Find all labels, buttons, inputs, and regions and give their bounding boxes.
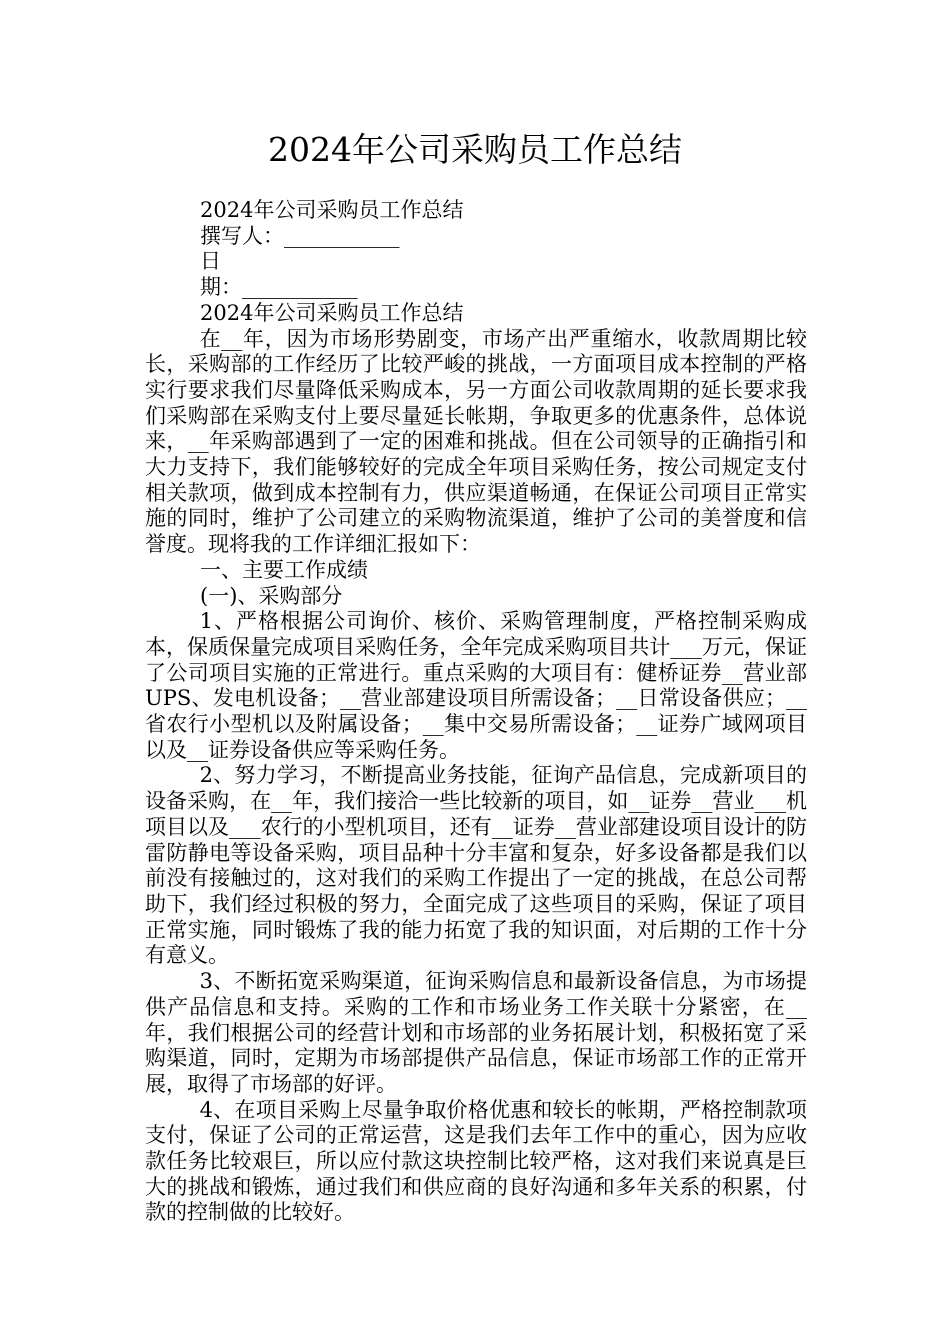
document-title: 2024年公司采购员工作总结 [268,130,682,169]
item-1-paragraph: 1、严格根据公司询价、核价、采购管理制度，严格控制采购成本，保质保量完成项目采购任务，全年完成采购项目共计___万元，保证了公司项目实施的正常进行。重点采购的大项目有：健桥证券__营业部UPS、发电机设备；__营业部建设项目所需设备；__日常设备供应；__省农行小型机以及附属设备；__集中交易所需设备；__证券广域网项目以及__证券设备供应等采购任务。 [145,609,807,762]
date-line-1: 日 [200,249,221,274]
item-4-paragraph: 4、在项目采购上尽量争取价格优惠和较长的帐期，严格控制款项支付，保证了公司的正常运营，这是我们去年工作中的重心，因为应收款任务比较艰巨，所以应付款这块控制比较严格，这对我们来说真是巨大的挑战和锻炼，通过我们和供应商的良好沟通和多年关系的积累，付款的控制做的比较好。 [145,1097,807,1225]
subtitle-2: 2024年公司采购员工作总结 [200,300,464,325]
intro-paragraph: 在__年，因为市场形势剧变，市场产出严重缩水，收款周期比较长，采购部的工作经历了比较严峻的挑战，一方面项目成本控制的严格实行要求我们尽量降低采购成本，另一方面公司收款周期的延长要求我们采购部在采购支付上要尽量延长帐期，争取更多的优惠条件，总体说来，__年采购部遇到了一定的困难和挑战。但在公司领导的正确指引和大力支持下，我们能够较好的完成全年项目采购任务，按公司规定支付相关款项，做到成本控制有力，供应渠道畅通，在保证公司项目正常实施的同时，维护了公司建立的采购物流渠道，维护了公司的美誉度和信誉度。现将我的工作详细汇报如下： [145,326,807,557]
item-2-paragraph: 2、努力学习，不断提高业务技能，征询产品信息，完成新项目的设备采购，在__年，我们接洽一些比较新的项目，如__证券__营业___机项目以及___农行的小型机项目，还有__证券__营业部建设项目设计的防雷防静电等设备采购，项目品种十分丰富和复杂，好多设备都是我们以前没有接触过的，这对我们的采购工作提出了一定的挑战，在总公司帮助下，我们经过积极的努力，全面完成了这些项目的采购，保证了项目正常实施，同时锻炼了我的能力拓宽了我的知识面，对后期的工作十分有意义。 [145,763,807,968]
section-heading: 一、主要工作成绩 [200,557,368,582]
item-3-paragraph: 3、不断拓宽采购渠道，征询采购信息和最新设备信息，为市场提供产品信息和支持。采购的工作和市场业务工作关联十分紧密，在__年，我们根据公司的经营计划和市场部的业务拓展计划，积极拓宽了采购渠道，同时，定期为市场部提供产品信息，保证市场部工作的正常开展，取得了市场部的好评。 [145,969,807,1096]
author-line: 撰写人：___________ [200,223,400,248]
subtitle: 2024年公司采购员工作总结 [200,198,464,222]
document-body [145,198,807,1226]
subsection-heading: (一)、采购部分 [200,583,343,608]
date-line-2: 期：___________ [200,275,358,300]
